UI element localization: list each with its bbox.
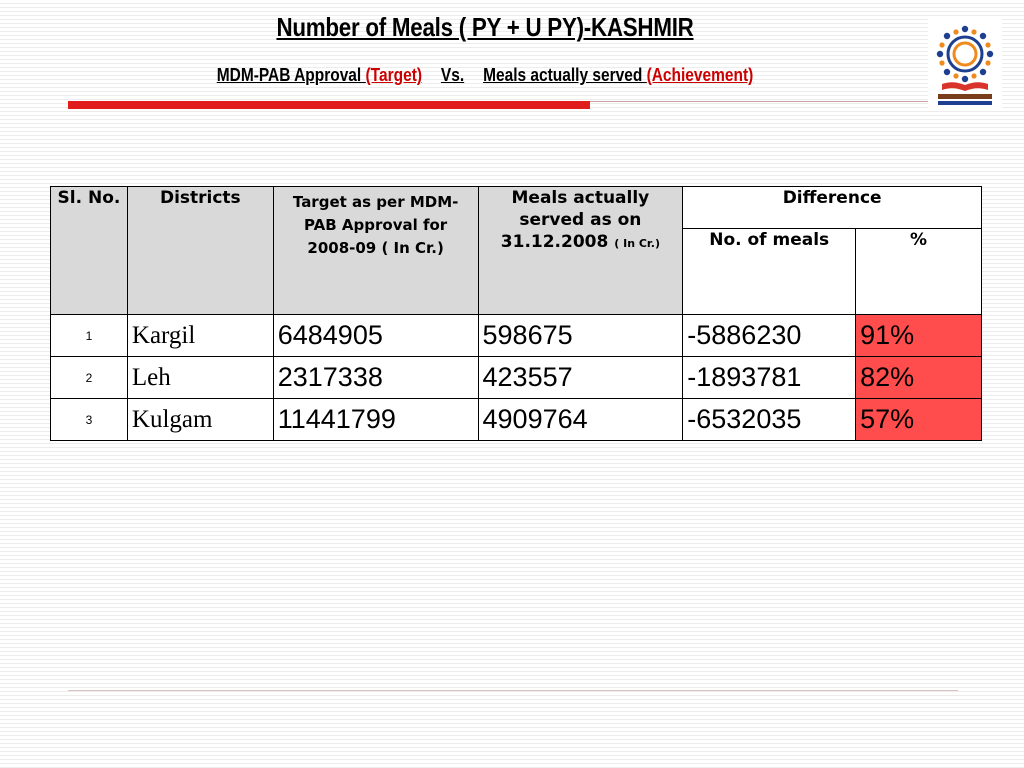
row-served: 423557 [478, 357, 683, 399]
header-no-of-meals: No. of meals [683, 229, 856, 315]
header-sl-no: Sl. No. [51, 187, 128, 315]
header-target: Target as per MDM-PAB Approval for 2008-09 ( In Cr.) [273, 187, 478, 315]
header-districts: Districts [127, 187, 273, 315]
row-sl: 1 [51, 315, 128, 357]
row-served: 598675 [478, 315, 683, 357]
row-district: Kargil [127, 315, 273, 357]
row-difference: -1893781 [683, 357, 856, 399]
table-row [51, 315, 982, 357]
footer-divider [68, 690, 958, 691]
subtitle-served-text: Meals actually served [483, 65, 647, 85]
row-target: 6484905 [273, 315, 478, 357]
header-percent: % [856, 229, 982, 315]
row-district: Leh [127, 357, 273, 399]
subtitle-target-text: (Target) [365, 65, 423, 85]
row-percent: 57% [856, 399, 982, 441]
row-served: 4909764 [478, 399, 683, 441]
row-district: Kulgam [127, 399, 273, 441]
subtitle-vs-text: Vs. [440, 65, 465, 85]
row-sl: 2 [51, 357, 128, 399]
mid-day-meal-logo-icon [928, 18, 1002, 110]
row-difference: -6532035 [683, 399, 856, 441]
meals-table [50, 186, 982, 441]
subtitle-approval-text: MDM-PAB Approval [216, 65, 366, 85]
table-row [51, 357, 982, 399]
row-difference: -5886230 [683, 315, 856, 357]
page-title: Number of Meals ( PY + U PY)-KASHMIR [276, 12, 694, 42]
logo-graphic [928, 18, 1002, 110]
row-target: 2317338 [273, 357, 478, 399]
subtitle-achievement-text: (Achievement) [646, 65, 754, 85]
header-meals-served-label: Meals actually served as on 31.12.2008 [500, 188, 650, 252]
page-subtitle [171, 65, 799, 86]
header-meals-served [478, 187, 683, 315]
table-row [51, 399, 982, 441]
row-target: 11441799 [273, 399, 478, 441]
header-meals-served-unit: ( In Cr.) [614, 237, 660, 250]
header-red-divider [68, 101, 590, 109]
header-thin-divider [590, 101, 930, 102]
header-difference: Difference [683, 187, 982, 229]
row-percent: 91% [856, 315, 982, 357]
row-percent: 82% [856, 357, 982, 399]
row-sl: 3 [51, 399, 128, 441]
